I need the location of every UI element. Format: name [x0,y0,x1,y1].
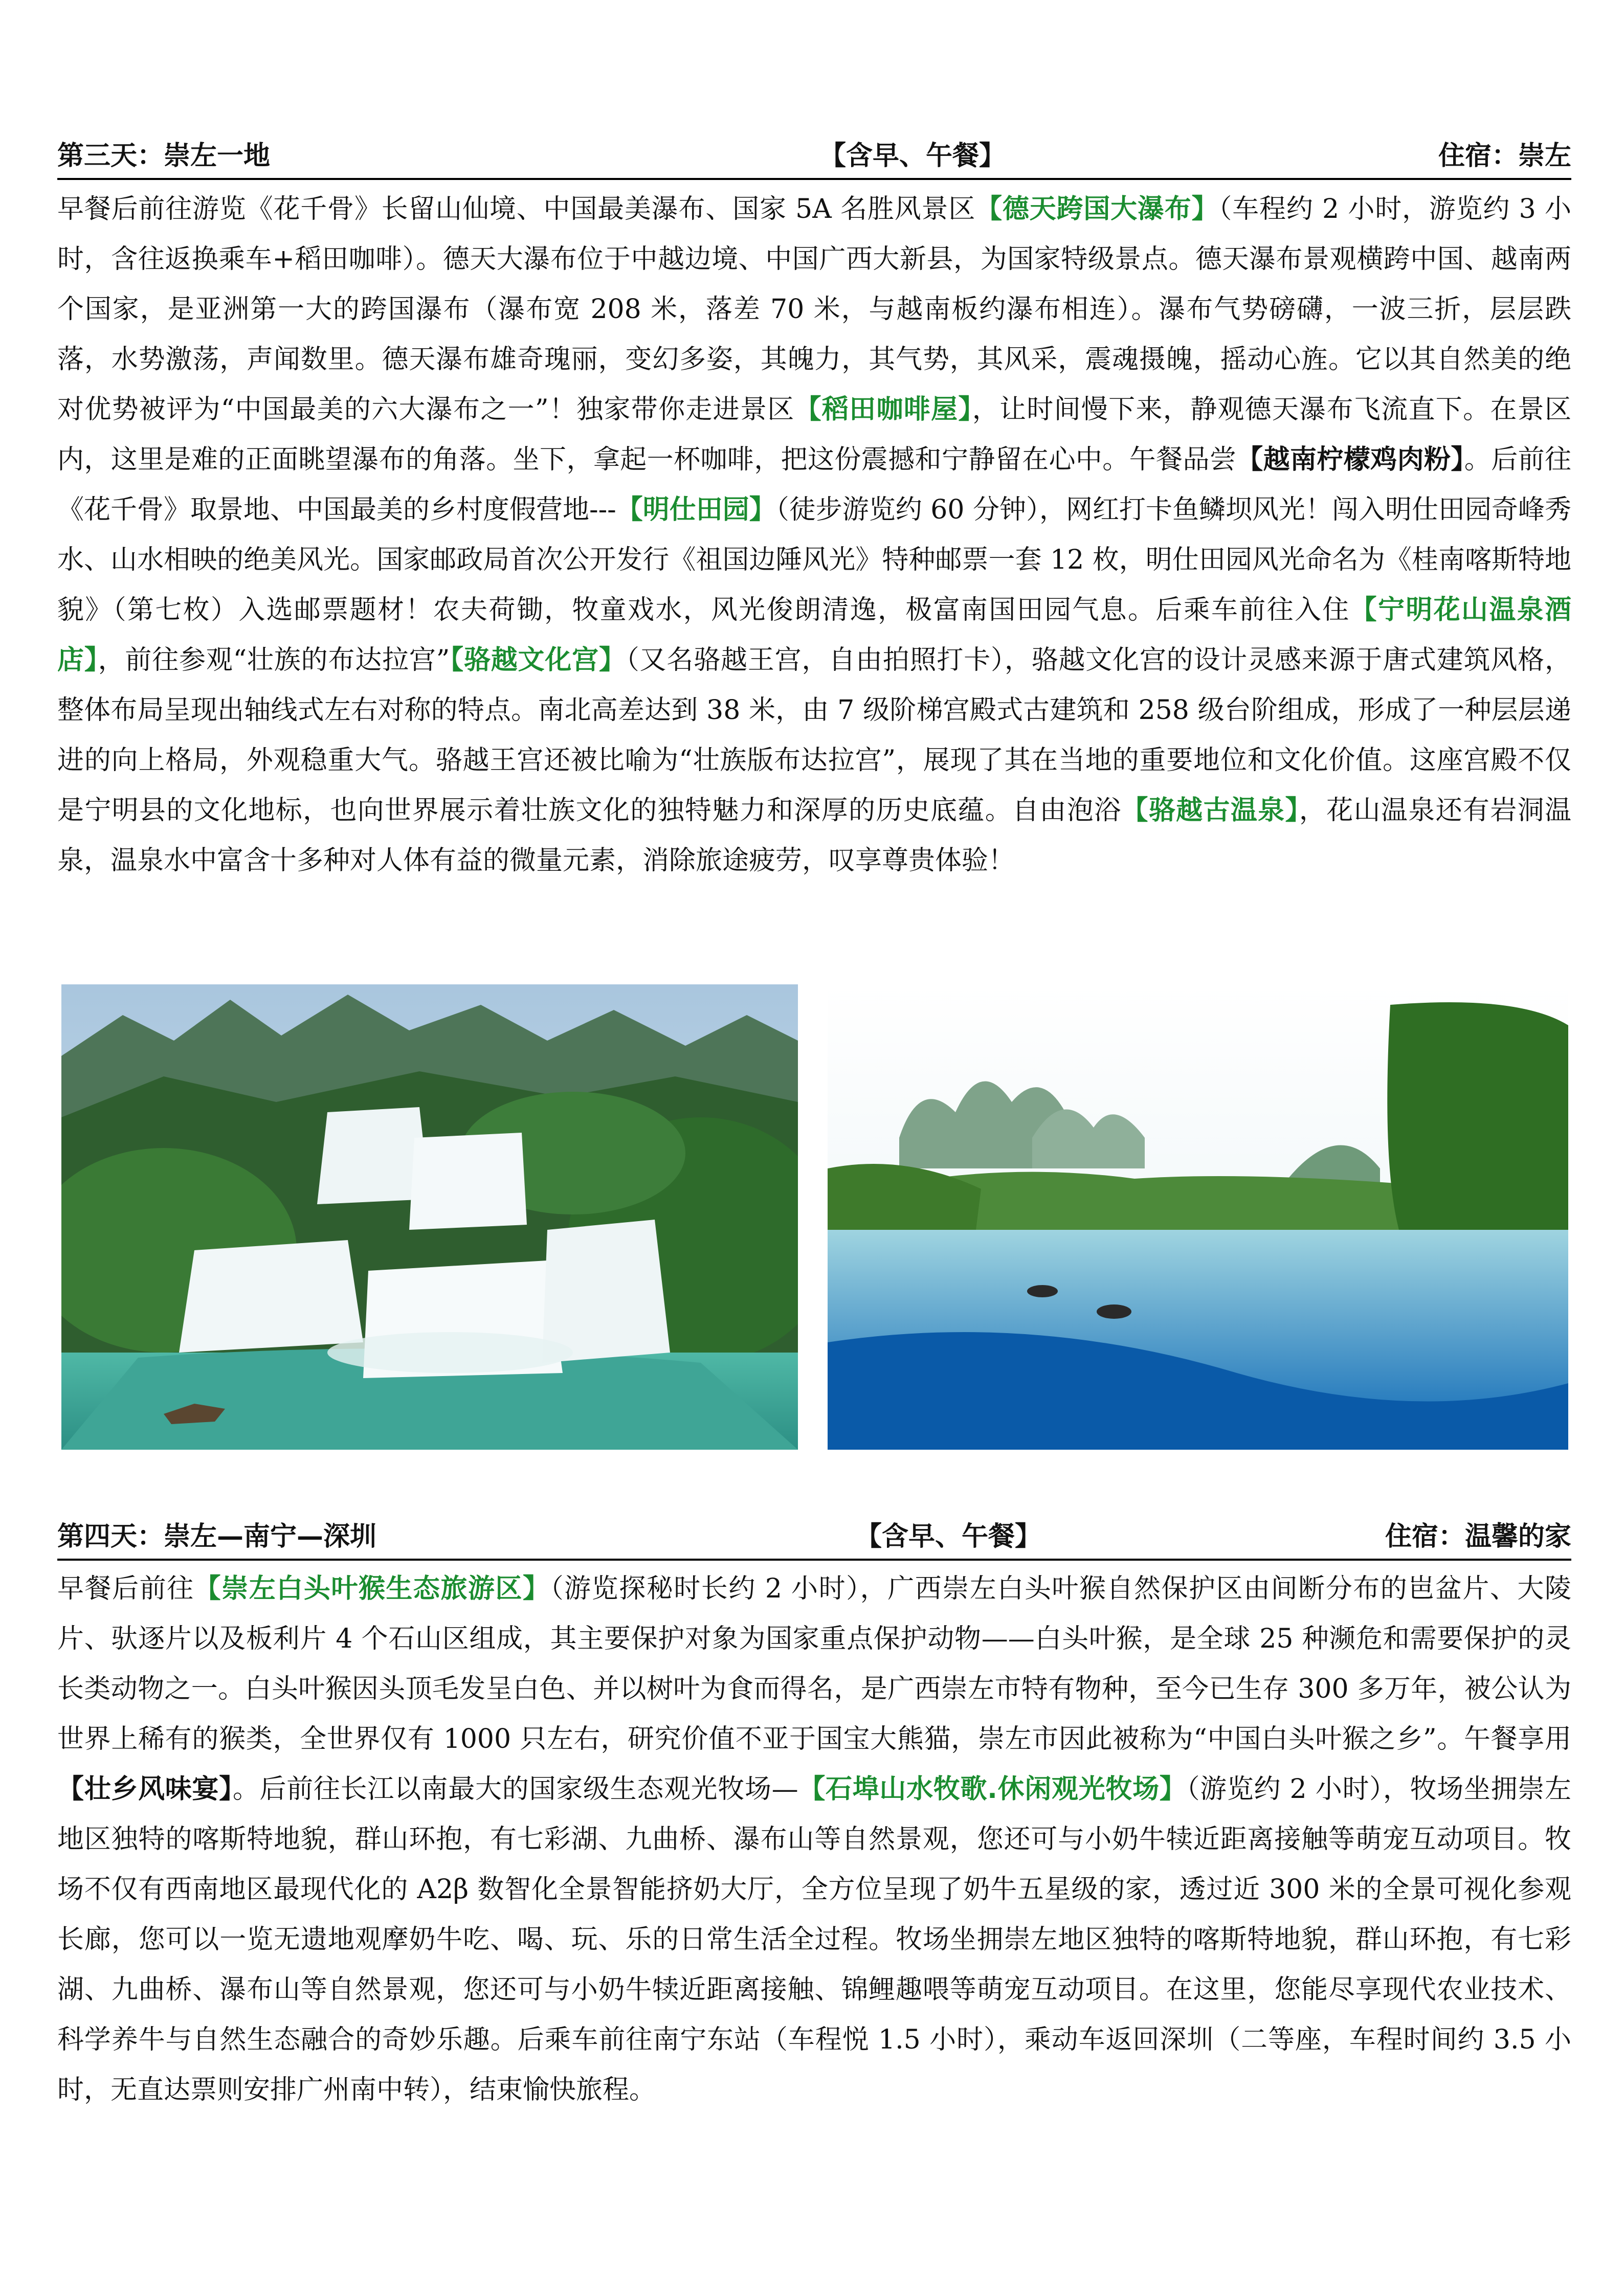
highlight-zhuang-feast: 【壮乡风味宴】 [57,1774,233,1805]
day3-text-4: 。后前往《花千骨》取景地、中国最美的乡村度假营地--- [57,444,1571,525]
river-illustration [828,984,1568,1450]
day3-text-5: （徒步游览约 60 分钟），网红打卡鱼鳞坝风光！闯入明仕田园奇峰秀水、山水相映的绝美风光。国家邮政局首次公开发行《祖国边陲风光》特种邮票一套 12 枚，明仕田园风光命名为《桂南喀斯特地貌》（第七枚）入选邮票题材！农夫荷锄，牧童戏水，风光俊朗清逸，极富南国田园气息。后乘车前往入住 [57,494,1571,625]
highlight-rice-field-cafe: 【稻田咖啡屋】 [794,394,972,425]
day3-header [57,134,1571,180]
river-landscape-photo [828,984,1568,1450]
day3-lodging: 住宿：崇左 [1438,141,1571,171]
day4-text-3: 。后前往长江以南最大的国家级生态观光牧场— [232,1774,798,1805]
highlight-mingshi-pastoral: 【明仕田园】 [616,494,776,525]
day4-meals: 【含早、午餐】 [855,1521,1042,1552]
day3-description [57,184,1571,886]
waterfall-photo [61,984,798,1450]
highlight-luoyue-palace: 【骆越文化宫】 [450,645,626,676]
day3-text-7: （又名骆越王宫，自由拍照打卡），骆越文化宫的设计灵感来源于唐式建筑风格，整体布局呈现出轴线式左右对称的特点。南北高差达到 38 米，由 7 级阶梯宫殿式古建筑和 258 级台阶组成，形成了一种层层递进的向上格局，外观稳重大气。骆越王宫还被比喻为“壮族版布达拉宫”，展现了其在当地的重要地位和文化价值。这座宫殿不仅是宁明县的文化地标，也向世界展示着壮族文化的独特魅力和深厚的历史底蕴。自由泡浴 [57,645,1571,826]
waterfall-illustration [61,984,798,1450]
highlight-luoyue-hot-spring: 【骆越古温泉】 [1121,795,1299,826]
day3-title: 第三天：崇左一地 [57,141,271,171]
day3-text-2: （车程约 2 小时，游览约 3 小时，含往返换乘车+稻田咖啡）。德天大瀑布位于中越边境、中国广西大新县，为国家特级景点。德天瀑布景观横跨中国、越南两个国家，是亚洲第一大的跨国瀑布（瀑布宽 208 米，落差 70 米，与越南板约瀑布相连）。瀑布气势磅礴，一波三折，层层跌落，水势激荡，声闻数里。德天瀑布雄奇瑰丽，变幻多姿，其魄力，其气势，其风采，震魂摄魄，摇动心旌。它以其自然美的绝对优势被评为“中国最美的六大瀑布之一”！独家带你走进景区 [57,194,1571,425]
day4-lodging: 住宿：温馨的家 [1385,1521,1571,1552]
day3-text-1: 早餐后前往游览《花千骨》长留山仙境、中国最美瀑布、国家 5A 名胜风景区 [57,194,976,224]
day4-description [57,1564,1571,2115]
highlight-shibu-ranch: 【石埠山水牧歌.休闲观光牧场】 [798,1774,1187,1805]
day4-text-4: （游览约 2 小时），牧场坐拥崇左地区独特的喀斯特地貌，群山环抱，有七彩湖、九曲桥、瀑布山等自然景观，您还可与小奶牛犊近距离接触等萌宠互动项目。牧场不仅有西南地区最现代化的 A2β 数智化全景智能挤奶大厅，全方位呈现了奶牛五星级的家，透过近 300 米的全景可视化参观长廊，您可以一览无遗地观摩奶牛吃、喝、玩、乐的日常生活全过程。牧场坐拥崇左地区独特的喀斯特地貌，群山环抱，有七彩湖、九曲桥、瀑布山等自然景观，您还可与小奶牛犊近距离接触、锦鲤趣喂等萌宠互动项目。在这里，您能尽享现代农业技术、科学养牛与自然生态融合的奇妙乐趣。后乘车前往南宁东站（车程悦 1.5 小时），乘动车返回深圳（二等座，车程时间约 3.5 小时，无直达票则安排广州南中转），结束愉快旅程。 [57,1774,1571,2105]
day4-header [57,1515,1571,1561]
day3-text-6: ，前往参观“壮族的布达拉宫” [98,645,450,676]
day3-text-8: ，花山温泉还有岩洞温泉，温泉水中富含十多种对人体有益的微量元素，消除旅途疲劳，叹享尊贵体验！ [57,795,1571,876]
day3-meals: 【含早、午餐】 [819,141,1006,171]
highlight-detian-waterfall: 【德天跨国大瀑布】 [975,194,1219,224]
day4-text-2: （游览探秘时长约 2 小时），广西崇左白头叶猴自然保护区由间断分布的岜盆片、大陵片、驮逐片以及板利片 4 个石山区组成，其主要保护对象为国家重点保护动物——白头叶猴，是全球 25 种濒危和需要保护的灵长类动物之一。白头叶猴因头顶毛发呈白色、并以树叶为食而得名，是广西崇左市特有物种，至今已生存 300 多万年，被公认为世界上稀有的猴类，全世界仅有 1000 只左右，研究价值不亚于国宝大熊猫，崇左市因此被称为“中国白头叶猴之乡”。午餐享用 [57,1573,1571,1754]
highlight-white-headed-langur-park: 【崇左白头叶猴生态旅游区】 [194,1573,550,1604]
day4-text-1: 早餐后前往 [57,1573,194,1604]
day4-title: 第四天：崇左—南宁—深圳 [57,1521,377,1552]
day3-text-3: ，让时间慢下来，静观德天瀑布飞流直下。在景区内，这里是难的正面眺望瀑布的角落。坐下，拿起一杯咖啡，把这份震撼和宁静留在心中。午餐品尝 [57,394,1571,475]
highlight-vietnam-noodles: 【越南柠檬鸡肉粉】 [1236,444,1464,475]
highlight-hot-spring-hotel: 【宁明花山温泉酒店】 [57,595,1571,676]
